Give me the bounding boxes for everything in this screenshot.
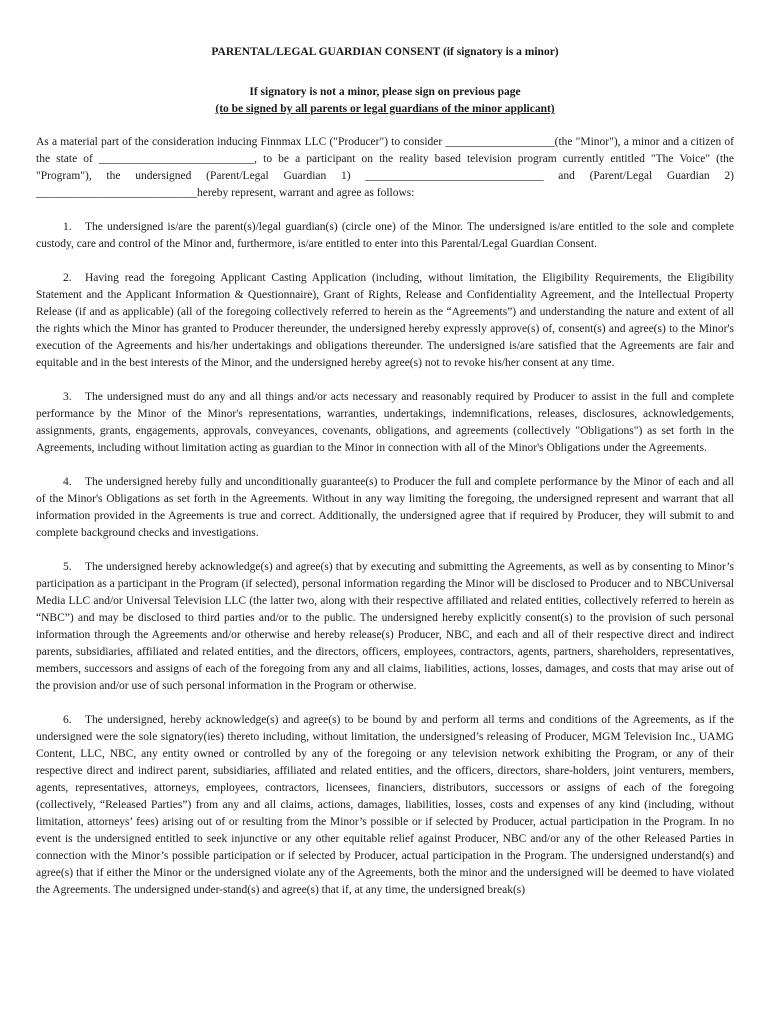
clause-text: The undersigned hereby acknowledge(s) and agree(s) that by executing and submitting the Agreements, as well as by consenting to Minor’s participation as a participant in the Program (if selected), personal information regarding the Minor will be disclosed to Producer and to NBCUniversal Media LLC and/or Universal Television LLC (the latter two, along with their respective affiliated and related entities, collectively referred to herein as “NBC”) and may be disclosed to third parties and/or to the public. The undersigned hereby explicitly consent(s) to the provision of such personal information through the Agreements and/or otherwise and hereby release(s) Producer, NBC, and each and all of their respective direct and indirect parents, subsidiaries, affiliated and related entities, and the directors, officers, employees, contractors, agents, partners, shareholders, representatives, members, successors and assigns of each of the foregoing from any and all claims, liabilities, actions, losses, damages, and costs that may arise out of the provision and/or use of such personal information in the Program or otherwise. bbox=[36, 561, 734, 692]
clause-text: The undersigned, hereby acknowledge(s) and agree(s) to be bound by and perform all terms and conditions of the Agreements, as if the undersigned were the sole signatory(ies) thereto including, without limitation, the undersigned’s releasing of Producer, MGM Television Inc., UAMG Content, LLC, NBC, any entity owned or controlled by any of the foregoing or any television network exhibiting the Program, or any of their respective direct and indirect parent, subsidiaries, affiliated and related entities, and the officers, directors, share-holders, joint venturers, members, agents, representatives, attorneys, employees, contractors, licensees, financiers, distributors, successors or assigns of each of the foregoing (collectively, “Released Parties”) from any and all claims, actions, damages, liabilities, losses, costs and expenses of any kind (including, without limitation, attorneys’ fees) arising out of or resulting from the Minor’s possible or if selected by Producer, actual participation in the Program. In no event is the undersigned entitled to seek injunctive or any other equitable relief against Producer, NBC and/or any of the other Released Parties in connection with the Minor’s possible participation or if selected by Producer, actual participation in the Program. The undersigned understand(s) and agree(s) that if either the Minor or the undersigned violate any of the Agreements, both the minor and the undersigned will be deemed to have violated the Agreements. The undersigned under-stand(s) and agree(s) that if, at any time, the undersigned break(s) bbox=[36, 714, 734, 896]
document-title: PARENTAL/LEGAL GUARDIAN CONSENT (if signatory is a minor) bbox=[211, 46, 559, 58]
clause-6 bbox=[36, 712, 734, 899]
clause-2 bbox=[36, 270, 734, 372]
clause-1 bbox=[36, 219, 734, 253]
signing-instruction-underlined: (to be signed by all parents or legal guardians of the minor applicant) bbox=[215, 103, 555, 115]
clause-number: 2. bbox=[63, 272, 72, 284]
clause-text: The undersigned hereby fully and unconditionally guarantee(s) to Producer the full and complete performance by the Minor of each and all of the Minor's Obligations as set forth in the Agreements. Without in any way limiting the foregoing, the undersigned represent and warrant that all information provided in the Agreements is true and correct. Additionally, the undersigned agree that if required by Producer, they will submit to and complete background checks and investigations. bbox=[36, 476, 734, 539]
signing-instruction: If signatory is not a minor, please sign on previous page bbox=[249, 86, 521, 98]
clause-number: 3. bbox=[63, 391, 72, 403]
clause-text: Having read the foregoing Applicant Casting Application (including, without limitation, the Eligibility Requirements, the Eligibility Statement and the Applicant Information & Questionnaire), Grant of Rights, Release and Confidentiality Agreement, and the Intellectual Property Release (if and as applicable) (all of the foregoing collectively referred to herein as the “Agreements”) and understanding the nature and extent of all the rights which the Minor has granted to Producer thereunder, the undersigned hereby expressly approve(s) of, consent(s) and agree(s) to the Minor's execution of the Agreements and his/her undertakings and obligations thereunder. The undersigned is/are satisfied that the Agreements are fair and equitable and in the best interests of the Minor, and the undersigned hereby agree(s) not to revoke his/her consent at any time. bbox=[36, 272, 734, 369]
clause-text: The undersigned is/are the parent(s)/legal guardian(s) (circle one) of the Minor. The undersigned is/are entitled to the sole and complete custody, care and control of the Minor and, furthermore, is/are entitled to enter into this Parental/Legal Guardian Consent. bbox=[36, 221, 734, 250]
clause-text: The undersigned must do any and all things and/or acts necessary and reasonably required by Producer to assist in the full and complete performance by the Minor of the Minor's representations, warranties, undertakings, indemnifications, releases, disclosures, acknowledgements, assignments, grants, engagements, approvals, conveyances, covenants, obligations, and agreements (collectively "Obligations") as set forth in the Agreements, including without limitation acting as guardian to the Minor in connection with all of the Minor's Obligations under the Agreements. bbox=[36, 391, 734, 454]
clause-4 bbox=[36, 474, 734, 542]
clause-number: 1. bbox=[63, 221, 72, 233]
clause-5 bbox=[36, 559, 734, 695]
clause-number: 5. bbox=[63, 561, 72, 573]
clause-number: 6. bbox=[63, 714, 72, 726]
clause-3 bbox=[36, 389, 734, 457]
intro-paragraph: As a material part of the consideration inducing Finnmax LLC ("Producer") to consider ___________________(the "Minor"), a minor and a citizen of the state of ___________________________, to be a participant on the reality based television program currently entitled "The Voice" (the "Program"), the undersigned (Parent/Legal Guardian 1) _______________________________ and (Parent/Legal Guardian 2) ____________________________hereby represent, warrant and agree as follows: bbox=[36, 136, 734, 199]
clause-number: 4. bbox=[63, 476, 72, 488]
